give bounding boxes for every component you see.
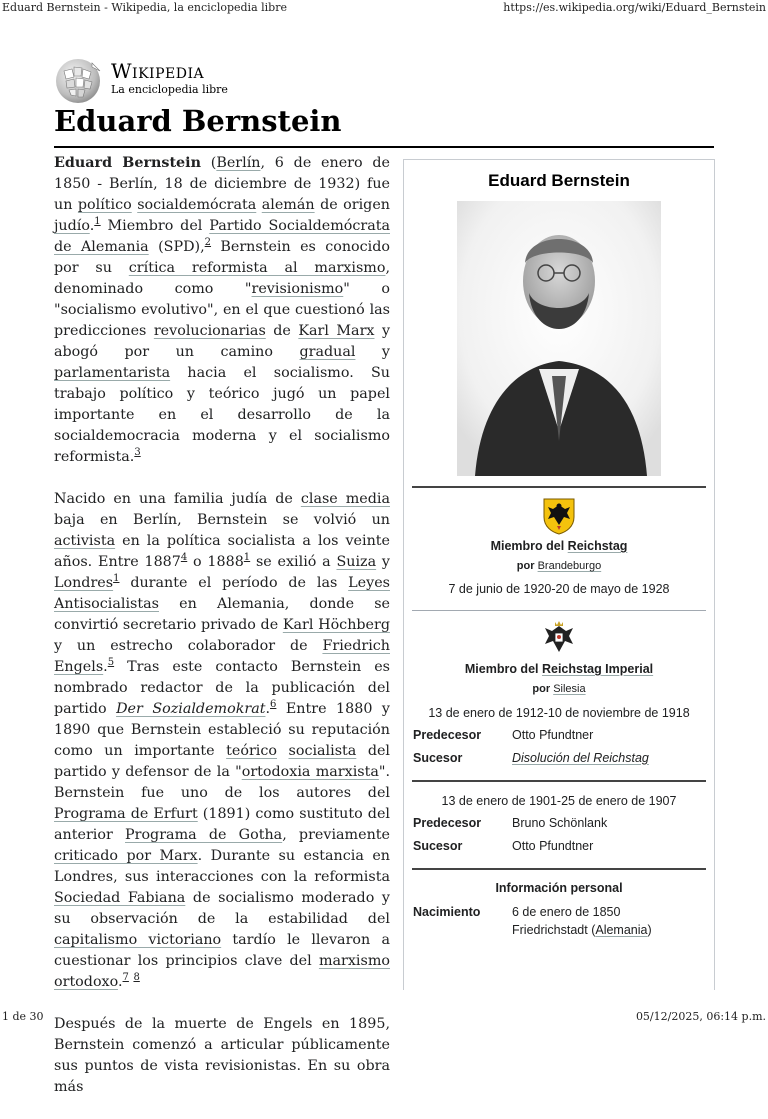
text-run: se exilió a	[250, 554, 337, 570]
text-run: hacia el socialismo. Su trabajo político y teórico jugó un papel importante en el desarrollo de la socialdemocracia moderna y el socialismo reformista.	[54, 365, 390, 465]
link-criticado-por-marx[interactable]: criticado por Marx	[54, 848, 198, 864]
birth-place-suffix: )	[647, 923, 652, 937]
text-run: " o "socialismo evolutivo", en el que cuestionó las predicciones	[54, 281, 390, 339]
wikipedia-wordmark: Wikipedia	[111, 59, 205, 83]
link-disolucion-reichstag[interactable]: Disolución del Reichstag	[512, 751, 649, 765]
link-aleman[interactable]: alemán	[261, 197, 315, 213]
text-run: . Durante su estancia en Londres, sus interacciones con la reformista	[54, 848, 390, 885]
office-2-role	[404, 662, 714, 676]
link-clase-media[interactable]: clase media	[300, 491, 390, 507]
office-3-dates: 13 de enero de 1901-25 de enero de 1907	[441, 794, 677, 808]
paragraph-biography	[54, 489, 390, 993]
reference-2[interactable]: 2	[204, 237, 212, 249]
reference-4[interactable]: 4	[180, 552, 188, 564]
successor-value: Otto Pfundtner	[512, 839, 594, 853]
link-gradual[interactable]: gradual	[299, 344, 356, 360]
text-run: (1891) como sustituto del anterior	[54, 806, 390, 843]
link-teorico[interactable]: teórico	[226, 743, 277, 759]
birth-place-prefix: Friedrichstadt (	[512, 923, 596, 937]
text-run: y	[355, 344, 390, 360]
infobox-divider	[412, 486, 706, 488]
infobox-divider	[412, 868, 706, 870]
link-sociedad-fabiana[interactable]: Sociedad Fabiana	[54, 890, 186, 906]
reference-6[interactable]: 6	[270, 699, 277, 711]
text-run	[277, 743, 289, 759]
wikipedia-logo[interactable]	[54, 57, 254, 105]
link-programa-gotha[interactable]: Programa de Gotha	[125, 827, 283, 843]
birth-date: 6 de enero de 1850	[512, 905, 621, 919]
print-header	[0, 1, 768, 15]
office-3-successor-row	[413, 839, 706, 859]
text-run: , 6 de enero de 1850 - Berlín, 18 de diciembre de 1932) fue un	[54, 155, 390, 213]
link-ortodoxia-marxista[interactable]: ortodoxia marxista	[241, 764, 379, 780]
print-page-count: 1 de 30	[2, 1010, 44, 1023]
infobox-title: Eduard Bernstein	[488, 171, 630, 190]
wikipedia-globe-icon	[54, 57, 102, 105]
link-socialista[interactable]: socialista	[288, 743, 357, 759]
personal-info-heading: Información personal	[495, 881, 623, 895]
infobox	[403, 159, 715, 990]
office-2-successor-row	[413, 751, 706, 771]
text-run: y	[376, 554, 390, 570]
link-leyes-antisocialistas[interactable]: Leyes Antisocialistas	[54, 575, 390, 612]
link-friedrich-engels[interactable]: Friedrich Engels	[54, 638, 390, 675]
link-berlin[interactable]: Berlín	[216, 155, 261, 171]
predecessor-label: Predecesor	[413, 816, 482, 830]
text-run: baja en Berlín, Bernstein se volvió un	[54, 512, 390, 528]
text-run: de socialismo moderado y su observación de la estabilidad del	[54, 890, 390, 927]
office-1-constituency	[404, 560, 714, 572]
reference-5[interactable]: 5	[107, 657, 115, 669]
link-reichstag[interactable]: Reichstag	[567, 539, 628, 553]
text-run: Miembro del	[100, 218, 210, 234]
text-run: tardío le llevaron a cuestionar los principios clave del	[54, 932, 390, 969]
link-brandeburgo[interactable]: Brandeburgo	[537, 560, 602, 572]
link-programa-erfurt[interactable]: Programa de Erfurt	[54, 806, 198, 822]
reference-1[interactable]: 1	[113, 573, 120, 585]
successor-label: Sucesor	[413, 751, 463, 765]
link-londres[interactable]: Londres	[54, 575, 114, 591]
office-2-by-prefix: por	[532, 683, 554, 695]
office-1-role	[404, 539, 714, 553]
link-activista[interactable]: activista	[54, 533, 116, 549]
link-reichstag-imperial[interactable]: Reichstag Imperial	[541, 662, 654, 676]
text-run: .	[117, 974, 123, 990]
text-run: de	[265, 323, 299, 339]
office-1-by-prefix: por	[516, 560, 538, 572]
link-silesia[interactable]: Silesia	[553, 683, 586, 695]
text-run: , previamente	[282, 827, 390, 843]
office-2-predecessor-row	[413, 728, 706, 748]
birth-row	[413, 905, 706, 945]
infobox-divider	[412, 780, 706, 782]
paragraph-intro: Eduard Bernstein (Berlín, 6 de enero de 1850 - Berlín, 18 de diciembre de 1932) fue un político socialdemócrata alemán de origen judío.$^1$ Miembro del Partido Socialdemócrata de Alemania (SPD),$^2$ Bernstein es conocido por su crítica reformista al marxismo, denominado como "revisionismo" o "socialismo evolutivo", en el que cuestionó las predicciones revolucionarias de Karl Marx y abogó por un camino gradual y parlamentarista hacia el socialismo. Su trabajo político y teórico jugó un papel importante en el desarrollo de la socialdemocracia moderna y el socialismo reformista.$^3$	[54, 155, 391, 465]
text-run: Entre 1880 y 1890 que Bernstein estableció su reputación como un importante	[54, 701, 390, 759]
office-2-constituency	[404, 683, 714, 695]
text-run: durante el período de las	[119, 575, 349, 591]
office-3-predecessor-row	[413, 816, 706, 836]
text-run: .	[265, 701, 271, 717]
predecessor-value: Bruno Schönlank	[512, 816, 608, 830]
reference-7[interactable]: 7	[122, 972, 129, 984]
successor-label: Sucesor	[413, 839, 463, 853]
office-1-role-prefix: Miembro del	[490, 539, 568, 553]
text-run: Tras este contacto Bernstein es nombrado redactor de la publicación del partido	[54, 659, 390, 717]
text-run: en Alemania, donde se convirtió secretario privado de	[54, 596, 390, 633]
link-alemania[interactable]: Alemania	[595, 923, 648, 937]
predecessor-value: Otto Pfundtner	[512, 728, 594, 742]
text-run: Bernstein es conocido por su	[54, 239, 390, 276]
link-socialdemocrata[interactable]: socialdemócrata	[137, 197, 257, 213]
office-2-role-prefix: Miembro del	[464, 662, 542, 676]
title-divider	[54, 146, 714, 148]
text-run: de origen	[314, 197, 391, 213]
office-1-dates: 7 de junio de 1920-20 de mayo de 1928	[448, 582, 670, 596]
imperial-eagle-icon	[542, 620, 576, 658]
link-karl-hochberg[interactable]: Karl Höchberg	[282, 617, 390, 633]
link-critica-reformista[interactable]: crítica reformista al marxismo	[128, 260, 386, 276]
print-page-url: https://es.wikipedia.org/wiki/Eduard_Bernstein	[503, 1, 766, 14]
text-run: .	[103, 659, 108, 675]
link-capitalismo-victoriano[interactable]: capitalismo victoriano	[54, 932, 222, 948]
link-revolucionarias[interactable]: revolucionarias	[153, 323, 266, 339]
link-judio[interactable]: judío	[54, 218, 90, 234]
link-der-sozialdemokrat[interactable]: Der Sozialdemokrat	[116, 701, 266, 717]
text-run: (SPD),	[148, 239, 205, 255]
text-run: y abogó por un camino	[54, 323, 391, 360]
text-run: y un estrecho colaborador de	[54, 638, 323, 654]
text-run: , denominado como "	[54, 260, 390, 297]
article-body	[54, 153, 390, 1119]
infobox-divider	[412, 610, 706, 611]
predecessor-label: Predecesor	[413, 728, 482, 742]
reference-3[interactable]: 3	[134, 447, 141, 459]
link-marxismo-ortodoxo[interactable]: marxismo ortodoxo	[54, 953, 390, 990]
reference-1[interactable]: 1	[243, 552, 251, 564]
portrait-photo[interactable]	[457, 201, 661, 476]
reference-1[interactable]: 1	[94, 216, 101, 228]
reference-8[interactable]: 8	[133, 972, 140, 984]
wikipedia-tagline: La enciclopedia libre	[111, 83, 228, 96]
print-page-title: Eduard Bernstein - Wikipedia, la enciclopedia libre	[2, 1, 287, 14]
link-partido-socialdemocrata[interactable]: Partido Socialdemócrata de Alemania	[54, 218, 390, 255]
coat-of-arms-icon	[542, 497, 576, 535]
birth-place	[512, 923, 652, 937]
link-politico[interactable]: político	[77, 197, 132, 213]
paragraph-revisionism: Después de la muerte de Engels en 1895, Bernstein comenzó a articular públicamente sus puntos de vista revisionistas. En su obra más	[54, 1016, 390, 1095]
page-title: Eduard Bernstein	[54, 104, 342, 138]
birth-label: Nacimiento	[413, 905, 481, 919]
link-suiza[interactable]: Suiza	[336, 554, 377, 570]
text-run: del partido y defensor de la "	[54, 743, 391, 780]
text-run: en la política socialista a los veinte años. Entre 1887	[54, 533, 390, 570]
text-run: Nacido en una familia judía de	[54, 491, 301, 507]
office-2-dates: 13 de enero de 1912-10 de noviembre de 1918	[428, 706, 690, 720]
subject-name: Eduard Bernstein	[54, 155, 201, 171]
link-parlamentarista[interactable]: parlamentarista	[54, 365, 171, 381]
link-revisionismo[interactable]: revisionismo	[251, 281, 344, 297]
print-timestamp: 05/12/2025, 06:14 p.m.	[635, 1010, 766, 1023]
text-run: o 1888	[187, 554, 244, 570]
text-run: ". Bernstein fue uno de los autores del	[54, 764, 390, 801]
link-karl-marx[interactable]: Karl Marx	[298, 323, 375, 339]
